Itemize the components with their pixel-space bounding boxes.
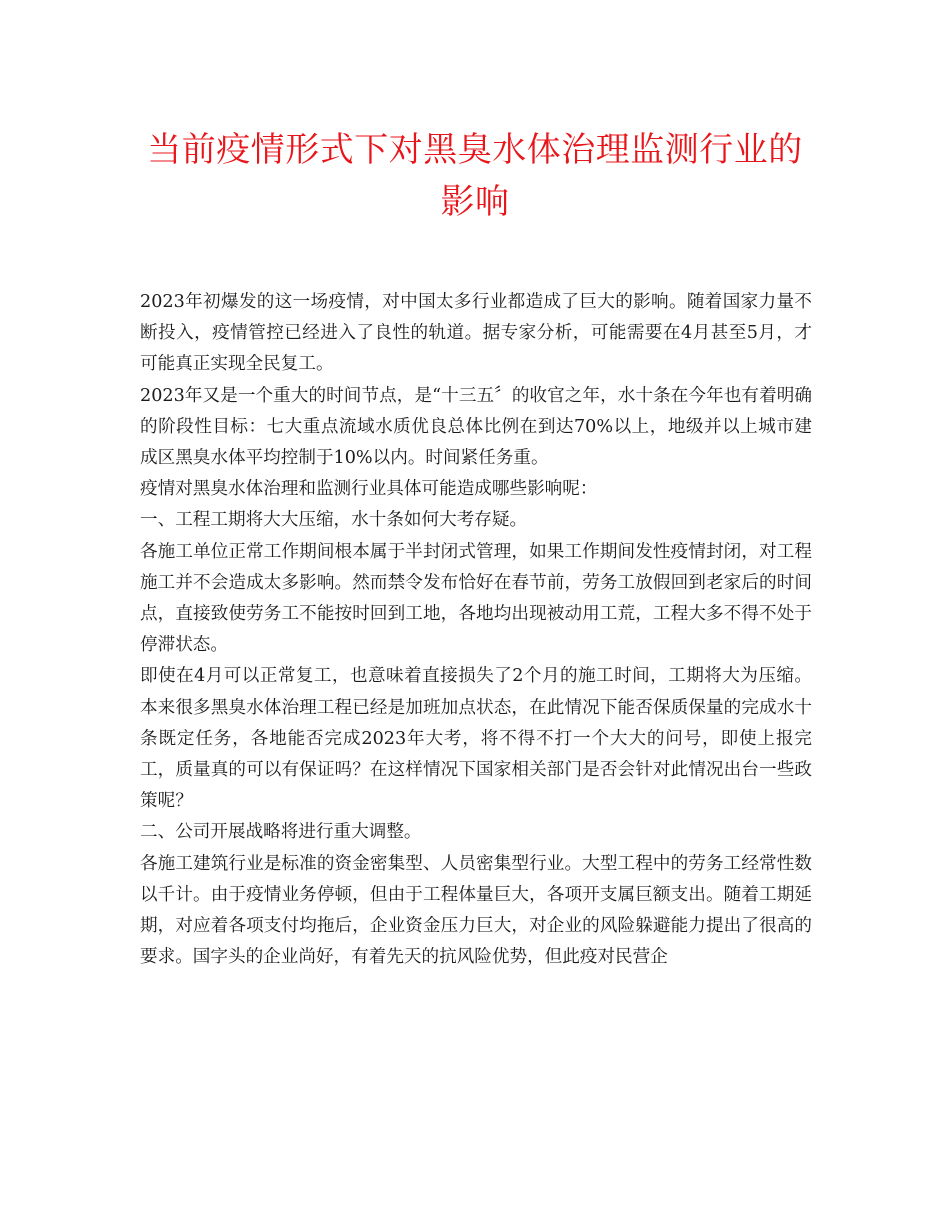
- paragraph: 2023年又是一个重大的时间节点，是“十三五〞的收官之年，水十条在今年也有着明确的阶段性目标：七大重点流域水质优良总体比例在到达70%以上，地级并以上城市建成区黑臭水体平均控制于10%以内。时间紧任务重。: [140, 385, 812, 469]
- paragraph: 各施工单位正常工作期间根本属于半封闭式管理，如果工作期间发性疫情封闭，对工程施工并不会造成太多影响。然而禁令发布恰好在春节前，劳务工放假回到老家后的时间点，直接致使劳务工不能按时回到工地，各地均出现被动用工荒，工程大多不得不处于停滞状态。: [140, 541, 812, 656]
- section-heading: 二、公司开展战略将进行重大调整。: [140, 822, 422, 843]
- document-title: 当前疫情形式下对黑臭水体治理监测行业的影响: [147, 130, 803, 222]
- section-heading: 一、工程工期将大大压缩，水十条如何大考存疑。: [140, 510, 528, 531]
- paragraph: 各施工建筑行业是标准的资金密集型、人员密集型行业。大型工程中的劳务工经常性数以千计。由于疫情业务停顿，但由于工程体量巨大，各项开支属巨额支出。随着工期延期，对应着各项支付均拖后，企业资金压力巨大，对企业的风险躲避能力提出了很高的要求。国字头的企业尚好，有着先天的抗风险优势，但此疫对民营企: [140, 853, 812, 968]
- document-body: [140, 287, 812, 973]
- paragraph: 2023年初爆发的这一场疫情，对中国太多行业都造成了巨大的影响。随着国家力量不断投入，疫情管控已经进入了良性的轨道。据专家分析，可能需要在4月甚至5月，才可能真正实现全民复工。: [140, 292, 812, 375]
- paragraph: 即使在4月可以正常复工，也意味着直接损失了2个月的施工时间，工期将大为压缩。本来很多黑臭水体治理工程已经是加班加点状态，在此情况下能否保质保量的完成水十条既定任务，各地能否完成2023年大考，将不得不打一个大大的问号，即使上报完工，质量真的可以有保证吗？在这样情况下国家相关部门是否会针对此情况出台一些政策呢？: [140, 666, 812, 812]
- paragraph: 疫情对黑臭水体治理和监测行业具体可能造成哪些影响呢：: [140, 479, 598, 500]
